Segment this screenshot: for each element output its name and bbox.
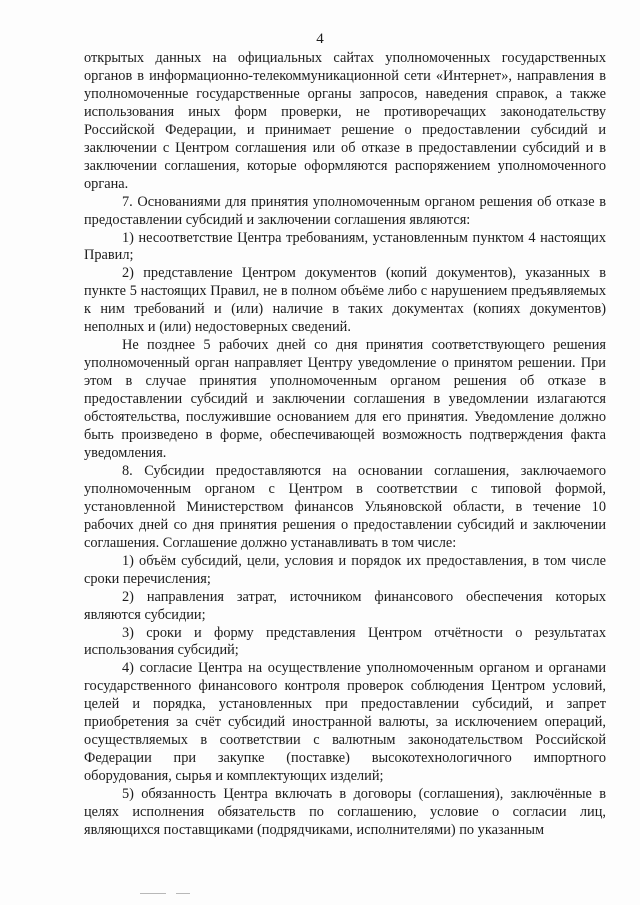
scan-artifact-line: [140, 893, 166, 894]
paragraph-subitem-7-2: 2) представление Центром документов (копий документов), указанных в пункте 5 настоящих Правил, не в полном объёме либо с нарушением предъявляемых к ним требований и (или) наличие в таких документах (копиях документов) неполных и (или) недостоверных сведений.: [84, 265, 606, 336]
page-number: 4: [316, 31, 324, 47]
scan-artifact-line: [176, 893, 190, 894]
paragraph-subitem-8-3: 3) сроки и форму представления Центром отчётности о результатах использования субсидий;: [84, 624, 606, 659]
body-text: [84, 50, 606, 840]
paragraph-subitem-8-1: 1) объём субсидий, цели, условия и порядок их предоставления, в том числе сроки перечисления;: [84, 552, 606, 587]
paragraph-item-7: 7. Основаниями для принятия уполномоченным органом решения об отказе в предоставлении субсидий и заключении соглашения являются:: [84, 193, 606, 228]
paragraph-subitem-8-2: 2) направления затрат, источником финансового обеспечения которых являются субсидии;: [84, 588, 606, 623]
paragraph-continuation: открытых данных на официальных сайтах уполномоченных государственных органов в информационно-телекоммуникационной сети «Интернет», направления в уполномоченные государственные органы запросов, наведения справок, а также использования иных форм проверки, не противоречащих законодательству Российской Федерации, и принимает решение о предоставлении субсидий и заключении с Центром соглашения или об отказе в предоставлении субсидий и в заключении соглашения, которые оформляются распоряжением уполномоченного органа.: [84, 50, 606, 192]
paragraph-subitem-7-1: 1) несоответствие Центра требованиям, установленным пунктом 4 настоящих Правил;: [84, 229, 606, 264]
paragraph-notification: Не позднее 5 рабочих дней со дня принятия соответствующего решения уполномоченный орган направляет Центру уведомление о принятом решении. При этом в случае принятия уполномоченным органом решения об отказе в предоставлении субсидий и заключении соглашения в уведомлении излагаются обстоятельства, послужившие основанием для его принятия. Уведомление должно быть произведено в форме, обеспечивающей возможность подтверждения факта уведомления.: [84, 337, 606, 461]
paragraph-subitem-8-4: 4) согласие Центра на осуществление уполномоченным органом и органами государственного финансового контроля проверок соблюдения Центром условий, целей и порядка, установленных при предоставлении субсидий, и запрет приобретения за счёт субсидий иностранной валюты, за исключением операций, осуществляемых в соответствии с валютным законодательством Российской Федерации при закупке (поставке) высокотехнологичного импортного оборудования, сырья и комплектующих изделий;: [84, 660, 606, 785]
paragraph-subitem-8-5: 5) обязанность Центра включать в договоры (соглашения), заключённые в целях исполнения обязательств по соглашению, условие о согласии лиц, являющихся поставщиками (подрядчиками, исполнителями) по указанным: [84, 786, 606, 838]
paragraph-item-8: 8. Субсидии предоставляются на основании соглашения, заключаемого уполномоченным органом с Центром в соответствии с типовой формой, установленной Министерством финансов Ульяновской области, в течение 10 рабочих дней со дня принятия решения о предоставлении субсидий и заключении соглашения. Соглашение должно устанавливать в том числе:: [84, 462, 606, 551]
